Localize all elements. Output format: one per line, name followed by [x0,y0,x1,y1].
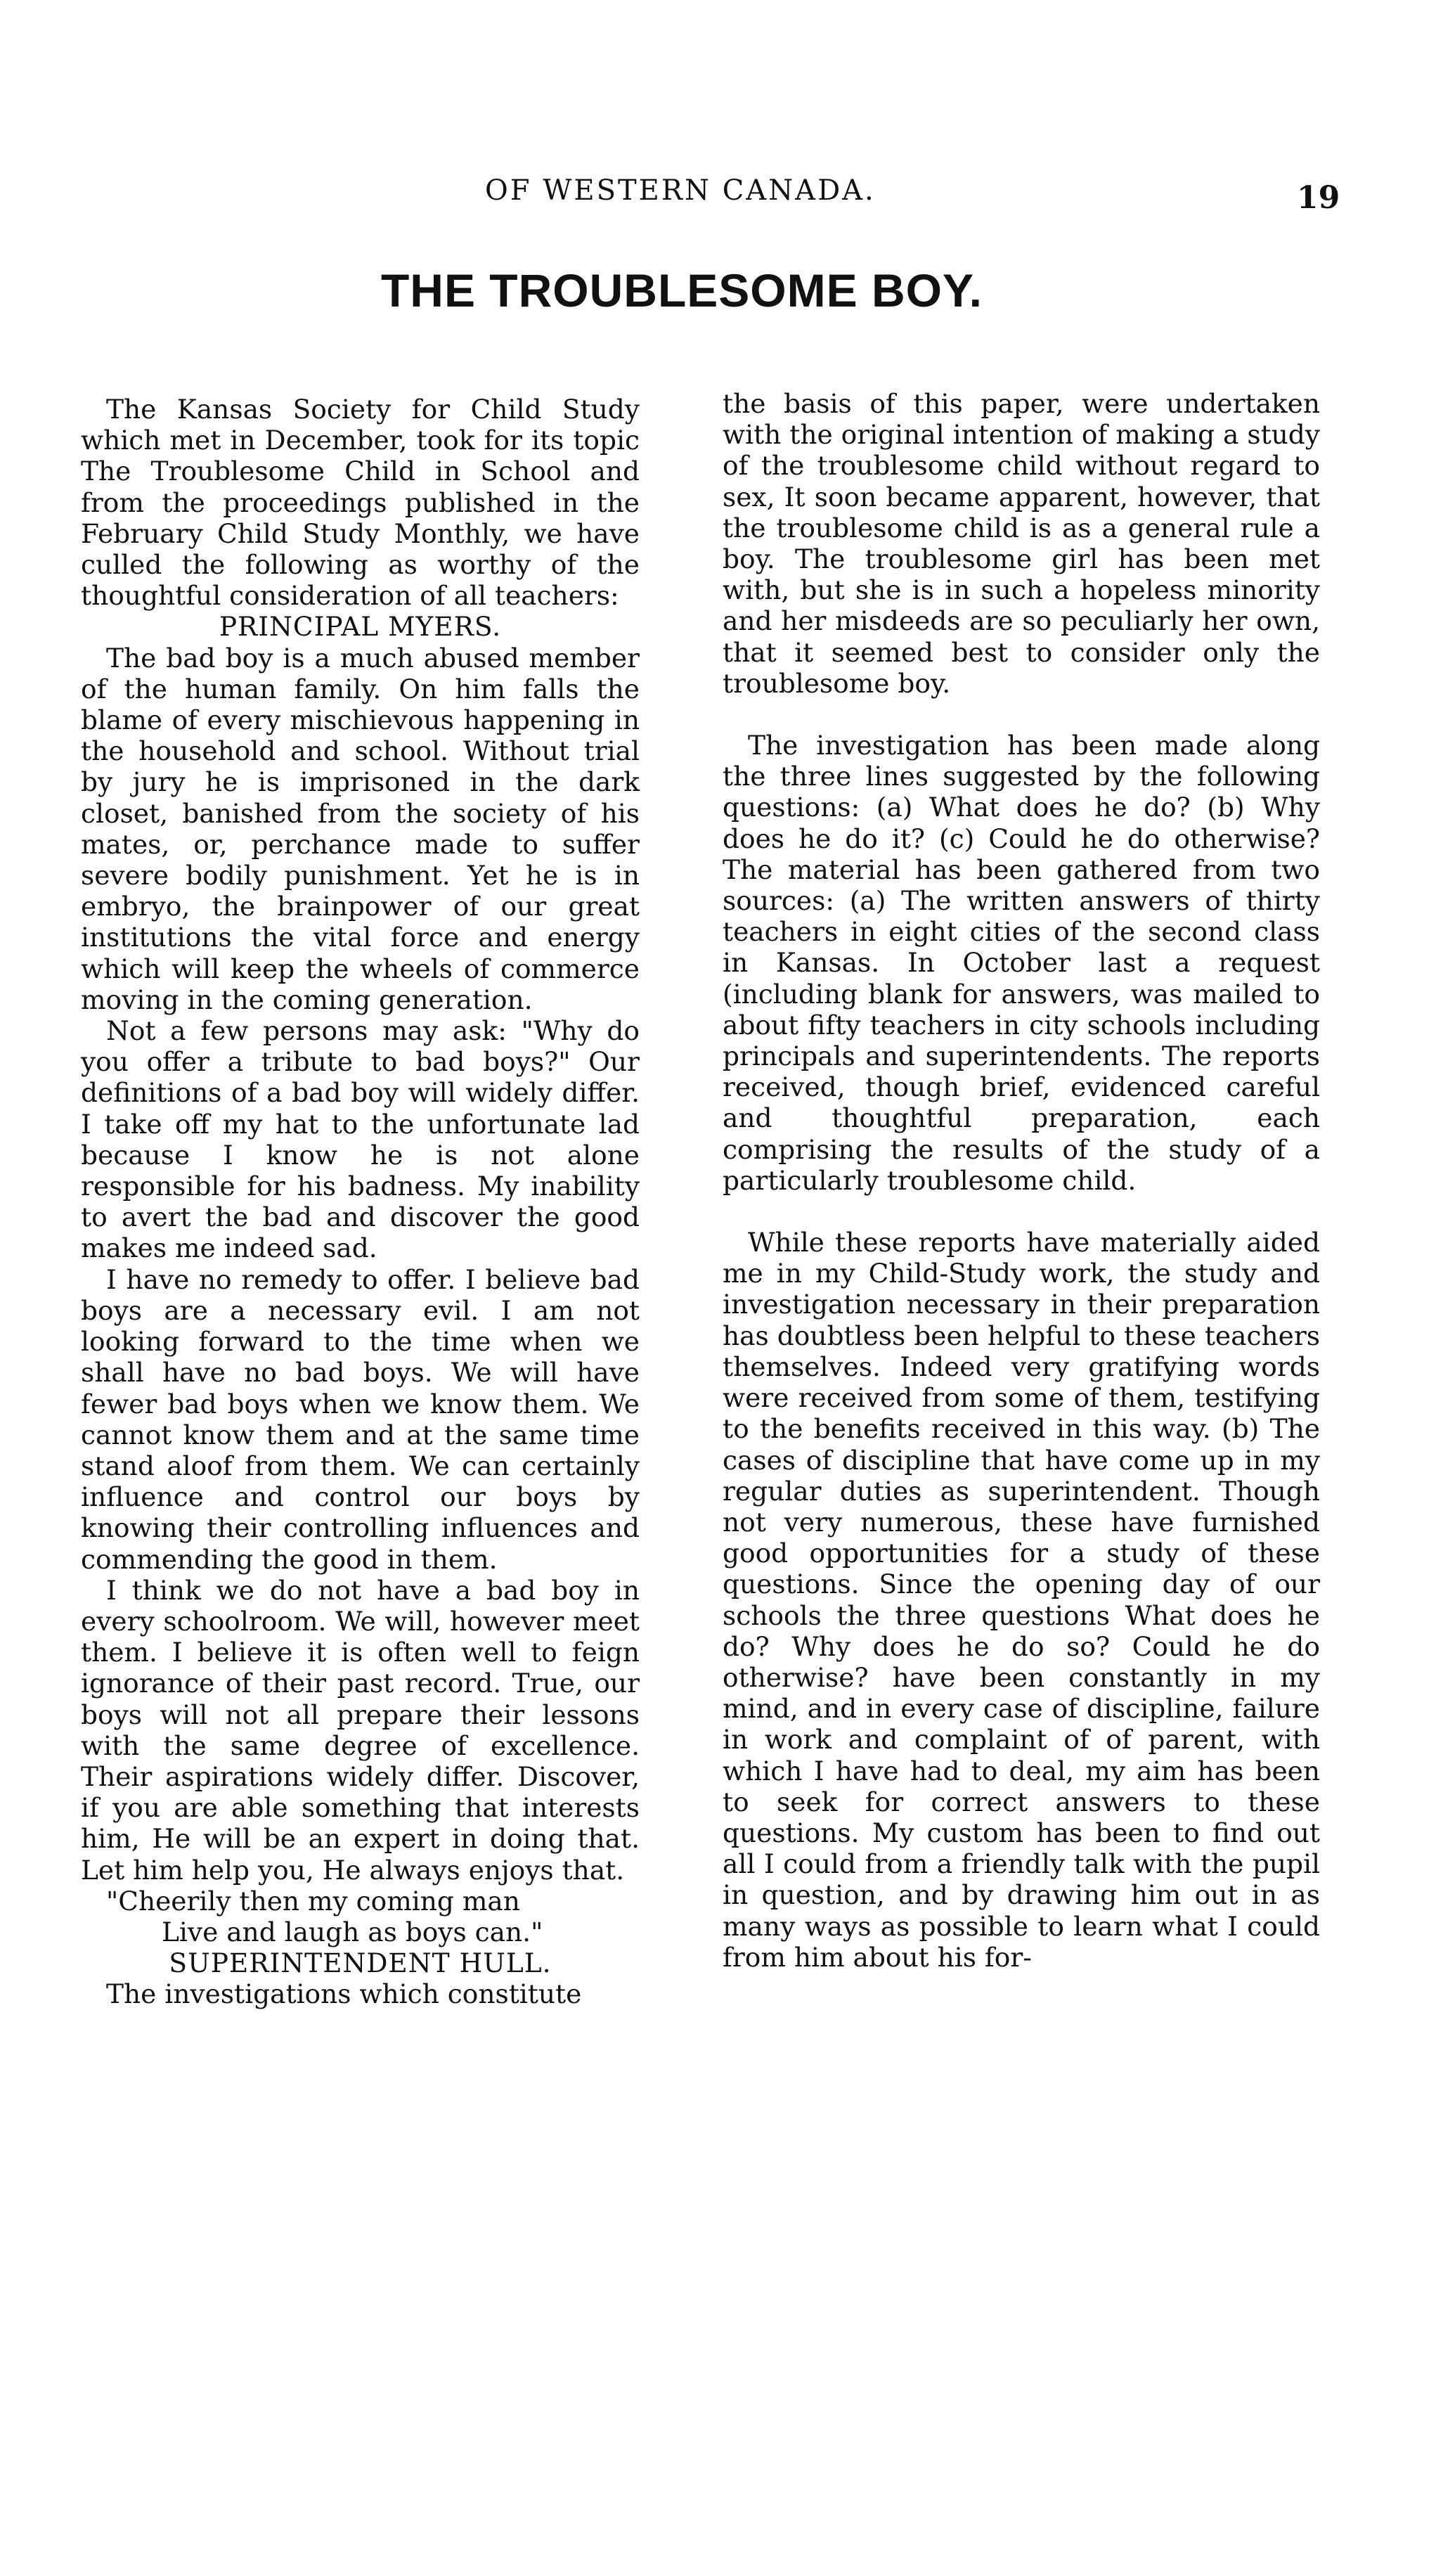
body-paragraph: While these reports have materially aided me in my Child-Study work, the study and investigation necessary in their preparation has doubtless been helpful to these teachers themselves. Indeed very gratifying words were received from some of them, testifying to the benefits received in this way. (b) The cases of discipline that have come up in my regular duties as superintendent. Though not very numerous, these have furnished good opportunities for a study of these questions. Since the opening day of our schools the three questions What does he do? Why does he do so? Could he do otherwise? have been constantly in my mind, and in every case of discipline, failure in work and complaint of of parent, with which I have had to deal, my aim has been to seek for correct answers to these questions. My custom has been to find out all I could from a friendly talk with the pupil in question, and by drawing him out in as many ways as possible to learn what I could from him about his for- [723,1227,1320,1973]
article-title: THE TROUBLESOME BOY. [380,264,983,316]
verse-line: Live and laugh as boys can." [162,1916,543,1947]
intro-paragraph: The Kansas Society for Child Study which met in December, took for its topic The Troublesome Child in School and from the proceedings published in the February Child Study Monthly, we have culled the following as worthy of the thoughtful consideration of all teachers: [81,394,640,612]
verse-quote [81,1886,640,1947]
right-column [723,388,1320,1973]
body-paragraph: Not a few persons may ask: "Why do you offer a tribute to bad boys?" Our definitions of a bad boy will widely differ. I take off my hat to the unfortunate lad because I know he is not alone responsible for his badness. My inability to avert the bad and discover the good makes me indeed sad. [81,1015,640,1264]
body-paragraph: The bad boy is a much abused member of the human family. On him falls the blame of every mischievous happening in the household and school. Without trial by jury he is imprisoned in the dark closet, banished from the society of his mates, or, perchance made to suffer severe bodily punishment. Yet he is in embryo, the brainpower of our great institutions the vital force and energy which will keep the wheels of commerce moving in the coming generation. [81,642,640,1015]
body-paragraph: The investigation has been made along the three lines suggested by the following questions: (a) What does he do? (b) Why does he do it? (c) Could he do otherwise? The material has been gathered from two sources: (a) The written answers of thirty teachers in eight cities of the second class in Kansas. In October last a request (including blank for answers, was mailed to about fifty teachers in city schools including principals and superintendents. The reports received, though brief, evidenced careful and thoughtful preparation, each comprising the results of the study of a particularly troublesome child. [723,730,1320,1196]
body-paragraph: the basis of this paper, were undertaken with the original intention of making a study of the troublesome child without regard to sex, It soon became apparent, however, that the troublesome child is as a general rule a boy. The troublesome girl has been met with, but she is in such a hopeless minority and her misdeeds are so peculiarly her own, that it seemed best to consider only the troublesome boy. [723,388,1320,699]
body-paragraph: I have no remedy to offer. I believe bad boys are a necessary evil. I am not looking forward to the time when we shall have no bad boys. We will have fewer bad boys when we know them. We cannot know them and at the same time stand aloof from them. We can certainly influence and control our boys by knowing their controlling influences and commending the good in them. [81,1263,640,1575]
page-number: 19 [1297,180,1340,216]
body-paragraph: I think we do not have a bad boy in every schoolroom. We will, however meet them. I believe it is often well to feign ignorance of their past record. True, our boys will not all prepare their lessons with the same degree of excellence. Their aspirations widely differ. Discover, if you are able something that interests him, He will be an expert in doing that. Let him help you, He always enjoys that. [81,1574,640,1886]
left-column [81,394,640,2010]
section-heading-principal-myers: PRINCIPAL MYERS. [219,611,502,643]
running-head: OF WESTERN CANADA. [485,174,876,207]
verse-line: "Cheerily then my coming man [106,1885,520,1917]
body-paragraph: The investigations which constitute [106,1978,582,2010]
section-heading-superintendent-hull: SUPERINTENDENT HULL. [169,1947,552,1979]
